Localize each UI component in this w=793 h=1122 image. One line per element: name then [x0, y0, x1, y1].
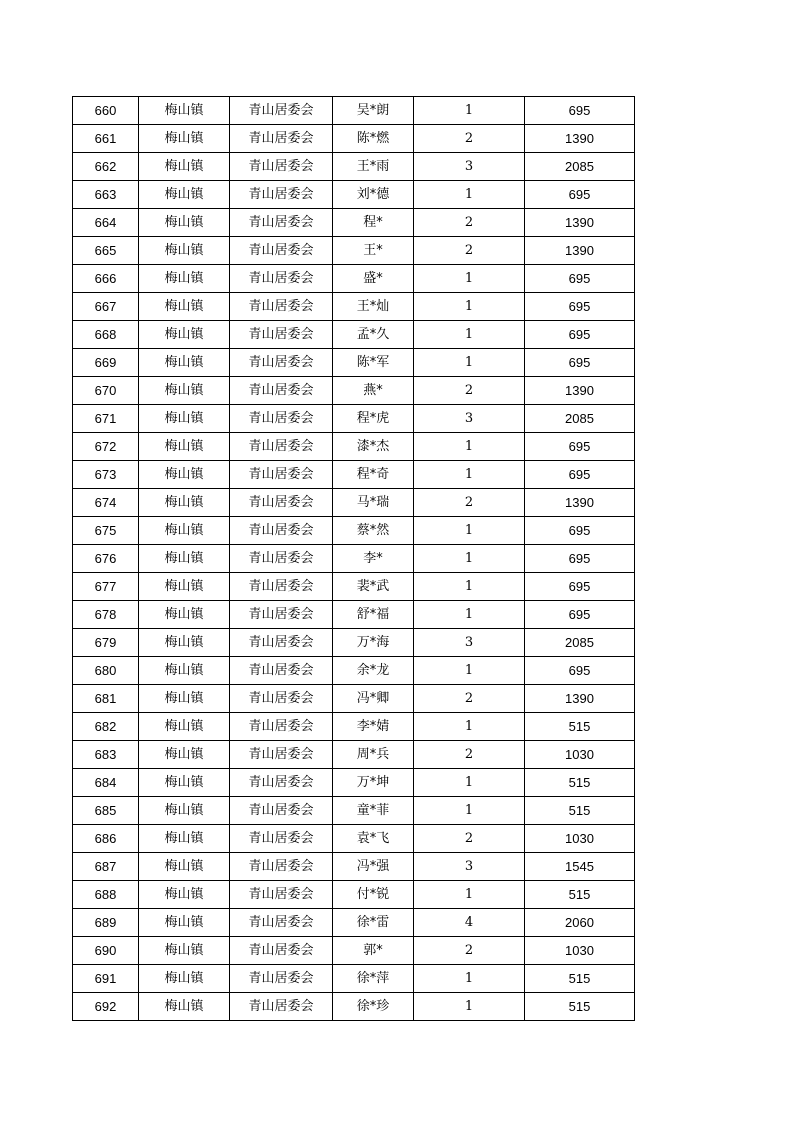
- committee-cell: 青山居委会: [230, 349, 333, 377]
- name-cell: 童*菲: [333, 797, 414, 825]
- count-cell: 4: [414, 909, 525, 937]
- table-row: [73, 237, 635, 265]
- name-cell: 徐*雷: [333, 909, 414, 937]
- count-cell: 3: [414, 405, 525, 433]
- row-number-cell: 673: [73, 461, 139, 489]
- committee-cell: 青山居委会: [230, 713, 333, 741]
- count-cell: 2: [414, 489, 525, 517]
- table-row: [73, 713, 635, 741]
- name-cell: 程*虎: [333, 405, 414, 433]
- town-cell: 梅山镇: [139, 909, 230, 937]
- name-cell: 马*瑞: [333, 489, 414, 517]
- row-number-cell: 686: [73, 825, 139, 853]
- count-cell: 1: [414, 321, 525, 349]
- town-cell: 梅山镇: [139, 125, 230, 153]
- amount-cell: 695: [525, 657, 635, 685]
- name-cell: 吴*朗: [333, 97, 414, 125]
- row-number-cell: 668: [73, 321, 139, 349]
- committee-cell: 青山居委会: [230, 853, 333, 881]
- table-row: [73, 265, 635, 293]
- row-number-cell: 691: [73, 965, 139, 993]
- count-cell: 2: [414, 685, 525, 713]
- town-cell: 梅山镇: [139, 741, 230, 769]
- row-number-cell: 680: [73, 657, 139, 685]
- name-cell: 陈*军: [333, 349, 414, 377]
- table-body: [73, 97, 635, 1021]
- amount-cell: 515: [525, 713, 635, 741]
- row-number-cell: 685: [73, 797, 139, 825]
- town-cell: 梅山镇: [139, 965, 230, 993]
- town-cell: 梅山镇: [139, 713, 230, 741]
- committee-cell: 青山居委会: [230, 377, 333, 405]
- name-cell: 舒*福: [333, 601, 414, 629]
- amount-cell: 1390: [525, 237, 635, 265]
- table-row: [73, 153, 635, 181]
- count-cell: 1: [414, 349, 525, 377]
- name-cell: 孟*久: [333, 321, 414, 349]
- count-cell: 1: [414, 601, 525, 629]
- committee-cell: 青山居委会: [230, 461, 333, 489]
- count-cell: 2: [414, 125, 525, 153]
- town-cell: 梅山镇: [139, 685, 230, 713]
- amount-cell: 695: [525, 461, 635, 489]
- committee-cell: 青山居委会: [230, 629, 333, 657]
- committee-cell: 青山居委会: [230, 265, 333, 293]
- town-cell: 梅山镇: [139, 209, 230, 237]
- table-row: [73, 405, 635, 433]
- row-number-cell: 674: [73, 489, 139, 517]
- name-cell: 王*灿: [333, 293, 414, 321]
- count-cell: 2: [414, 741, 525, 769]
- row-number-cell: 677: [73, 573, 139, 601]
- count-cell: 1: [414, 293, 525, 321]
- amount-cell: 1390: [525, 489, 635, 517]
- count-cell: 2: [414, 377, 525, 405]
- name-cell: 燕*: [333, 377, 414, 405]
- row-number-cell: 683: [73, 741, 139, 769]
- town-cell: 梅山镇: [139, 321, 230, 349]
- town-cell: 梅山镇: [139, 545, 230, 573]
- row-number-cell: 665: [73, 237, 139, 265]
- count-cell: 1: [414, 881, 525, 909]
- name-cell: 余*龙: [333, 657, 414, 685]
- committee-cell: 青山居委会: [230, 237, 333, 265]
- table-row: [73, 937, 635, 965]
- amount-cell: 695: [525, 181, 635, 209]
- committee-cell: 青山居委会: [230, 573, 333, 601]
- row-number-cell: 670: [73, 377, 139, 405]
- committee-cell: 青山居委会: [230, 657, 333, 685]
- town-cell: 梅山镇: [139, 461, 230, 489]
- name-cell: 徐*萍: [333, 965, 414, 993]
- name-cell: 徐*珍: [333, 993, 414, 1021]
- row-number-cell: 663: [73, 181, 139, 209]
- amount-cell: 2085: [525, 153, 635, 181]
- row-number-cell: 682: [73, 713, 139, 741]
- town-cell: 梅山镇: [139, 517, 230, 545]
- committee-cell: 青山居委会: [230, 601, 333, 629]
- table-row: [73, 489, 635, 517]
- amount-cell: 515: [525, 797, 635, 825]
- committee-cell: 青山居委会: [230, 545, 333, 573]
- town-cell: 梅山镇: [139, 489, 230, 517]
- amount-cell: 695: [525, 293, 635, 321]
- committee-cell: 青山居委会: [230, 209, 333, 237]
- row-number-cell: 669: [73, 349, 139, 377]
- name-cell: 郭*: [333, 937, 414, 965]
- row-number-cell: 678: [73, 601, 139, 629]
- committee-cell: 青山居委会: [230, 769, 333, 797]
- amount-cell: 2085: [525, 405, 635, 433]
- town-cell: 梅山镇: [139, 769, 230, 797]
- name-cell: 王*雨: [333, 153, 414, 181]
- name-cell: 盛*: [333, 265, 414, 293]
- name-cell: 漆*杰: [333, 433, 414, 461]
- count-cell: 2: [414, 937, 525, 965]
- amount-cell: 515: [525, 993, 635, 1021]
- count-cell: 3: [414, 853, 525, 881]
- amount-cell: 695: [525, 573, 635, 601]
- table-row: [73, 573, 635, 601]
- amount-cell: 695: [525, 321, 635, 349]
- count-cell: 1: [414, 545, 525, 573]
- committee-cell: 青山居委会: [230, 489, 333, 517]
- committee-cell: 青山居委会: [230, 433, 333, 461]
- count-cell: 1: [414, 433, 525, 461]
- name-cell: 李*婧: [333, 713, 414, 741]
- committee-cell: 青山居委会: [230, 909, 333, 937]
- committee-cell: 青山居委会: [230, 97, 333, 125]
- town-cell: 梅山镇: [139, 433, 230, 461]
- count-cell: 3: [414, 153, 525, 181]
- committee-cell: 青山居委会: [230, 741, 333, 769]
- committee-cell: 青山居委会: [230, 965, 333, 993]
- amount-cell: 2085: [525, 629, 635, 657]
- town-cell: 梅山镇: [139, 993, 230, 1021]
- committee-cell: 青山居委会: [230, 405, 333, 433]
- name-cell: 冯*卿: [333, 685, 414, 713]
- name-cell: 周*兵: [333, 741, 414, 769]
- table-row: [73, 377, 635, 405]
- row-number-cell: 684: [73, 769, 139, 797]
- row-number-cell: 675: [73, 517, 139, 545]
- amount-cell: 1390: [525, 377, 635, 405]
- amount-cell: 695: [525, 349, 635, 377]
- committee-cell: 青山居委会: [230, 125, 333, 153]
- table-row: [73, 321, 635, 349]
- amount-cell: 2060: [525, 909, 635, 937]
- count-cell: 1: [414, 265, 525, 293]
- committee-cell: 青山居委会: [230, 293, 333, 321]
- amount-cell: 1030: [525, 937, 635, 965]
- amount-cell: 1390: [525, 209, 635, 237]
- count-cell: 1: [414, 797, 525, 825]
- row-number-cell: 681: [73, 685, 139, 713]
- committee-cell: 青山居委会: [230, 517, 333, 545]
- amount-cell: 695: [525, 517, 635, 545]
- amount-cell: 695: [525, 433, 635, 461]
- table-row: [73, 601, 635, 629]
- name-cell: 袁*飞: [333, 825, 414, 853]
- town-cell: 梅山镇: [139, 293, 230, 321]
- row-number-cell: 667: [73, 293, 139, 321]
- table-row: [73, 657, 635, 685]
- town-cell: 梅山镇: [139, 153, 230, 181]
- town-cell: 梅山镇: [139, 265, 230, 293]
- count-cell: 1: [414, 713, 525, 741]
- count-cell: 3: [414, 629, 525, 657]
- table-row: [73, 629, 635, 657]
- town-cell: 梅山镇: [139, 405, 230, 433]
- amount-cell: 515: [525, 881, 635, 909]
- table-row: [73, 433, 635, 461]
- town-cell: 梅山镇: [139, 657, 230, 685]
- row-number-cell: 672: [73, 433, 139, 461]
- town-cell: 梅山镇: [139, 181, 230, 209]
- row-number-cell: 687: [73, 853, 139, 881]
- town-cell: 梅山镇: [139, 937, 230, 965]
- table-row: [73, 181, 635, 209]
- amount-cell: 1030: [525, 741, 635, 769]
- table-row: [73, 909, 635, 937]
- name-cell: 裴*武: [333, 573, 414, 601]
- town-cell: 梅山镇: [139, 349, 230, 377]
- amount-cell: 1030: [525, 825, 635, 853]
- count-cell: 1: [414, 993, 525, 1021]
- amount-cell: 695: [525, 97, 635, 125]
- committee-cell: 青山居委会: [230, 825, 333, 853]
- amount-cell: 695: [525, 265, 635, 293]
- committee-cell: 青山居委会: [230, 153, 333, 181]
- table-row: [73, 881, 635, 909]
- row-number-cell: 661: [73, 125, 139, 153]
- table-row: [73, 769, 635, 797]
- name-cell: 冯*强: [333, 853, 414, 881]
- committee-cell: 青山居委会: [230, 993, 333, 1021]
- table-row: [73, 853, 635, 881]
- row-number-cell: 662: [73, 153, 139, 181]
- row-number-cell: 679: [73, 629, 139, 657]
- row-number-cell: 664: [73, 209, 139, 237]
- committee-cell: 青山居委会: [230, 181, 333, 209]
- table-row: [73, 209, 635, 237]
- table-row: [73, 797, 635, 825]
- count-cell: 1: [414, 657, 525, 685]
- name-cell: 蔡*然: [333, 517, 414, 545]
- table-row: [73, 517, 635, 545]
- committee-cell: 青山居委会: [230, 685, 333, 713]
- town-cell: 梅山镇: [139, 853, 230, 881]
- count-cell: 1: [414, 517, 525, 545]
- row-number-cell: 660: [73, 97, 139, 125]
- table-row: [73, 545, 635, 573]
- town-cell: 梅山镇: [139, 237, 230, 265]
- committee-cell: 青山居委会: [230, 321, 333, 349]
- amount-cell: 695: [525, 601, 635, 629]
- committee-cell: 青山居委会: [230, 881, 333, 909]
- table-row: [73, 965, 635, 993]
- committee-cell: 青山居委会: [230, 797, 333, 825]
- town-cell: 梅山镇: [139, 601, 230, 629]
- name-cell: 万*海: [333, 629, 414, 657]
- row-number-cell: 690: [73, 937, 139, 965]
- town-cell: 梅山镇: [139, 97, 230, 125]
- town-cell: 梅山镇: [139, 881, 230, 909]
- table-row: [73, 825, 635, 853]
- town-cell: 梅山镇: [139, 377, 230, 405]
- name-cell: 陈*燃: [333, 125, 414, 153]
- count-cell: 1: [414, 181, 525, 209]
- count-cell: 1: [414, 769, 525, 797]
- table-row: [73, 461, 635, 489]
- data-table: [72, 96, 635, 1021]
- count-cell: 2: [414, 237, 525, 265]
- row-number-cell: 688: [73, 881, 139, 909]
- amount-cell: 695: [525, 545, 635, 573]
- amount-cell: 515: [525, 965, 635, 993]
- name-cell: 付*锐: [333, 881, 414, 909]
- row-number-cell: 676: [73, 545, 139, 573]
- name-cell: 李*: [333, 545, 414, 573]
- committee-cell: 青山居委会: [230, 937, 333, 965]
- table-row: [73, 97, 635, 125]
- name-cell: 程*奇: [333, 461, 414, 489]
- row-number-cell: 692: [73, 993, 139, 1021]
- name-cell: 王*: [333, 237, 414, 265]
- count-cell: 1: [414, 461, 525, 489]
- table-row: [73, 293, 635, 321]
- town-cell: 梅山镇: [139, 573, 230, 601]
- table-row: [73, 993, 635, 1021]
- table-row: [73, 741, 635, 769]
- table-row: [73, 125, 635, 153]
- name-cell: 程*: [333, 209, 414, 237]
- amount-cell: 1390: [525, 125, 635, 153]
- row-number-cell: 689: [73, 909, 139, 937]
- town-cell: 梅山镇: [139, 797, 230, 825]
- table-row: [73, 685, 635, 713]
- row-number-cell: 666: [73, 265, 139, 293]
- town-cell: 梅山镇: [139, 825, 230, 853]
- amount-cell: 1390: [525, 685, 635, 713]
- count-cell: 1: [414, 965, 525, 993]
- name-cell: 万*坤: [333, 769, 414, 797]
- table-row: [73, 349, 635, 377]
- amount-cell: 1545: [525, 853, 635, 881]
- count-cell: 2: [414, 825, 525, 853]
- name-cell: 刘*德: [333, 181, 414, 209]
- count-cell: 1: [414, 97, 525, 125]
- count-cell: 1: [414, 573, 525, 601]
- count-cell: 2: [414, 209, 525, 237]
- amount-cell: 515: [525, 769, 635, 797]
- town-cell: 梅山镇: [139, 629, 230, 657]
- row-number-cell: 671: [73, 405, 139, 433]
